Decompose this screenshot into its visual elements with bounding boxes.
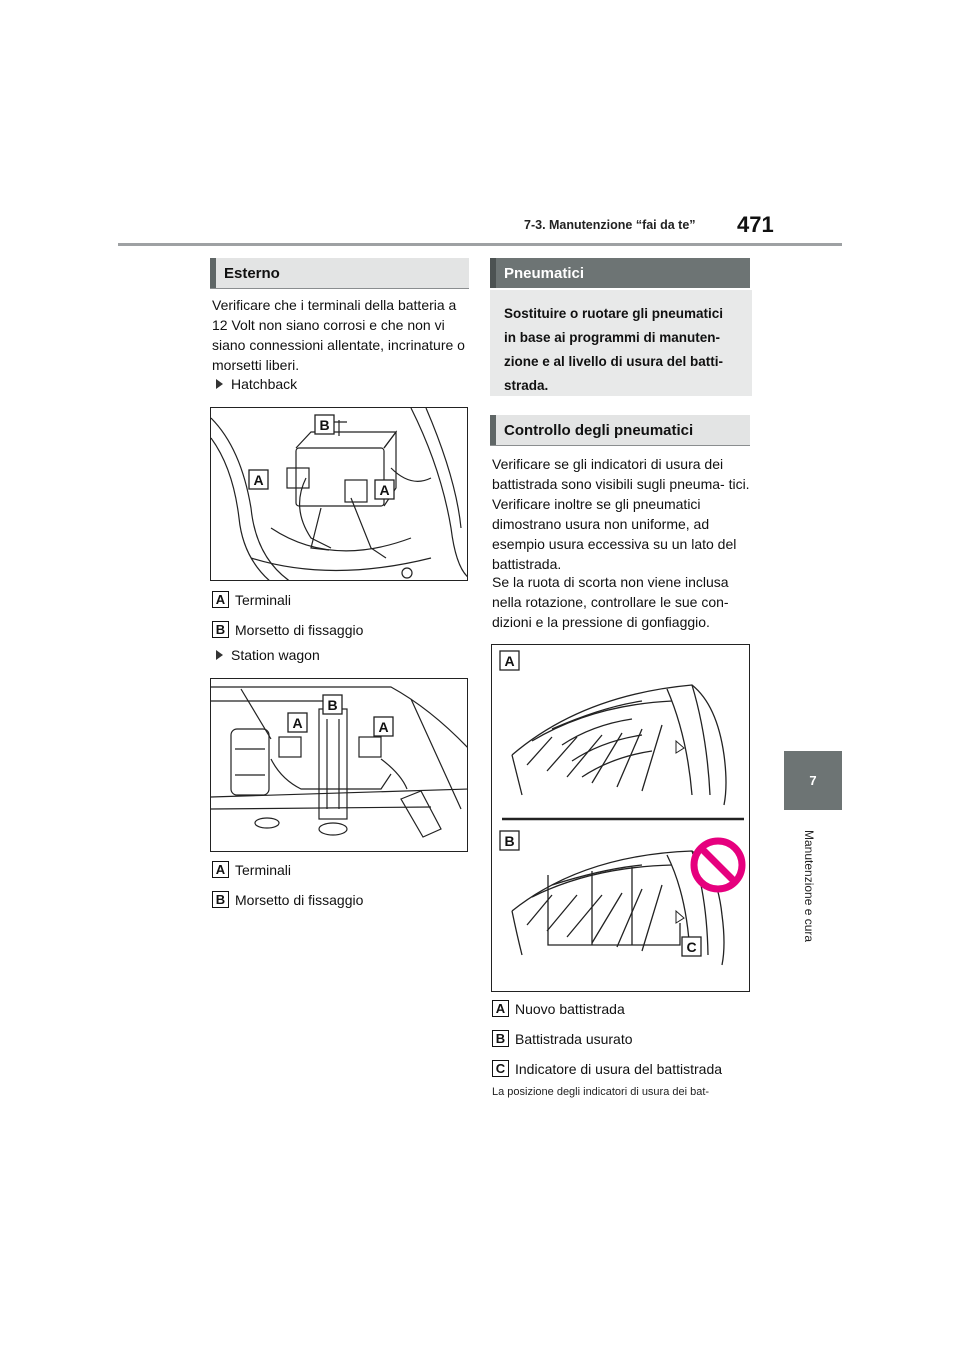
hatchback-bullet <box>216 375 297 393</box>
legend-item <box>212 621 363 638</box>
bullet-arrow-icon <box>216 650 223 660</box>
hatchback-battery-illustration <box>210 407 468 581</box>
callout-a-label: A <box>504 653 515 669</box>
callout-b-label: B <box>327 697 338 713</box>
legend-text: Terminali <box>235 591 292 608</box>
footnote-text: La posizione degli indicatori di usura dei bat- <box>492 1086 710 1098</box>
section-controllo-title: Controllo degli pneumatici <box>504 421 694 439</box>
legend-item <box>212 591 291 608</box>
station-wagon-battery-illustration <box>210 678 468 852</box>
section-underline <box>210 288 469 289</box>
section-underline <box>490 445 750 446</box>
callout-c-label: C <box>686 939 697 955</box>
section-esterno-heading <box>210 258 469 288</box>
esterno-paragraph: Verificare che i terminali della batteria a 12 Volt non siano corrosi e che non vi siano connessioni allentate, incrinature o morsetti liberi. <box>212 297 465 373</box>
legend-text: Terminali <box>235 861 292 878</box>
section-pneumatici-title: Pneumatici <box>504 264 585 282</box>
callout-b-label: B <box>319 417 330 433</box>
legend-item <box>492 1060 722 1077</box>
page-number: 471 <box>737 212 774 237</box>
legend-text: Morsetto di fissaggio <box>235 621 364 638</box>
legend-item <box>492 1000 625 1017</box>
callout-a-label: A <box>253 472 264 488</box>
callout-b-label: B <box>504 833 515 849</box>
legend-key-icon: B <box>212 891 229 908</box>
legend-text: Battistrada usurato <box>515 1030 633 1047</box>
legend-item <box>212 861 291 878</box>
legend-key-icon: A <box>492 1000 509 1017</box>
section-pneumatici-heading <box>490 258 750 288</box>
pneumatici-notice-box: Sostituire o ruotare gli pneumatici in base ai programmi di manuten- zione e al livello di usura del batti- strada. <box>490 290 752 396</box>
header-section-title: 7-3. Manutenzione “fai da te” <box>524 218 696 232</box>
legend-key-icon: A <box>212 861 229 878</box>
station-wagon-label: Station wagon <box>231 647 320 663</box>
callout-a-label: A <box>379 482 390 498</box>
chapter-label: Manutenzione e cura <box>802 830 816 943</box>
section-esterno-title: Esterno <box>224 264 280 282</box>
callout-a-label: A <box>292 715 303 731</box>
station-wagon-bullet <box>216 646 320 664</box>
chapter-tab: 7 <box>784 751 842 810</box>
legend-item <box>212 891 363 908</box>
legend-key-icon: B <box>492 1030 509 1047</box>
legend-text: Nuovo battistrada <box>515 1000 625 1017</box>
legend-text: Morsetto di fissaggio <box>235 891 364 908</box>
legend-key-icon: B <box>212 621 229 638</box>
callout-a-label: A <box>378 719 389 735</box>
legend-item <box>492 1030 633 1047</box>
controllo-paragraph-1: Verificare se gli indicatori di usura dei battistrada sono visibili sugli pneuma- tici. Verificare inoltre se gli pneumatici dimostrano usura non uniforme, ad esempio usura eccessiva su un lato del battistrada. <box>492 456 750 572</box>
controllo-paragraph-2: Se la ruota di scorta non viene inclusa nella rotazione, controllare le sue con- dizioni e la pressione di gonfiaggio. <box>492 574 729 630</box>
section-controllo-heading <box>490 415 750 445</box>
bullet-arrow-icon <box>216 379 223 389</box>
tire-tread-illustration <box>491 644 750 992</box>
legend-text: Indicatore di usura del battistrada <box>515 1060 723 1077</box>
header-divider <box>118 243 842 246</box>
legend-key-icon: A <box>212 591 229 608</box>
legend-key-icon: C <box>492 1060 509 1077</box>
hatchback-label: Hatchback <box>231 376 298 392</box>
